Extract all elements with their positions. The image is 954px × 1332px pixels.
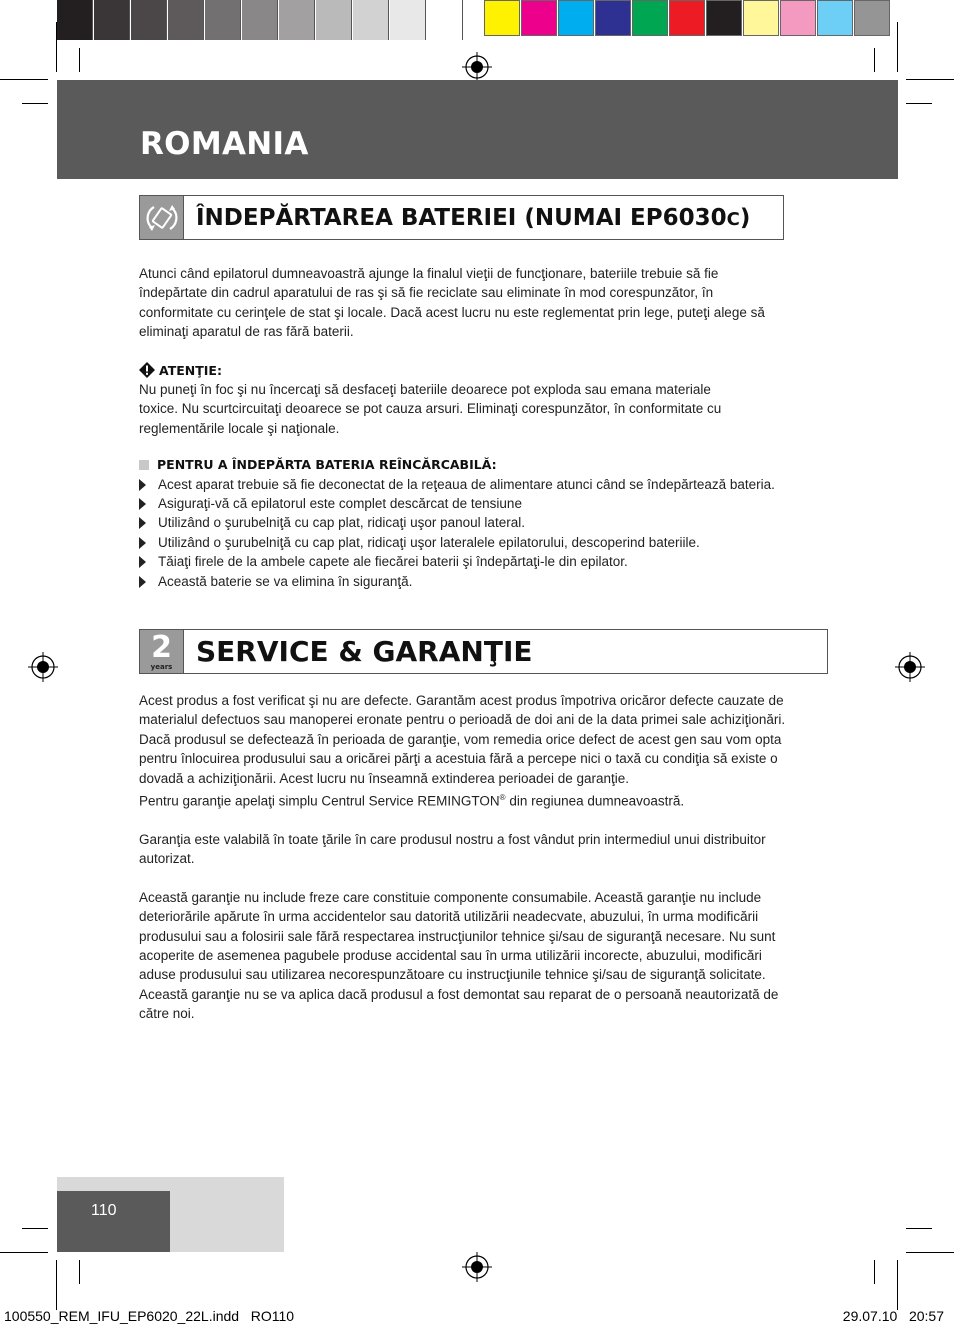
warranty-paragraph-3: [139, 888, 849, 1024]
color-swatch: [854, 0, 890, 36]
crop-mark: [897, 1260, 898, 1310]
text-line: reglementările locale şi naţionale.: [139, 420, 340, 436]
triangle-bullet-icon: [139, 498, 146, 510]
crop-mark: [874, 1260, 875, 1284]
color-swatch: [558, 0, 594, 36]
registration-mark-icon: [462, 1252, 492, 1282]
list-item: [139, 475, 849, 494]
list-item: [139, 513, 849, 532]
square-bullet-icon: [139, 460, 149, 470]
crop-mark: [56, 1260, 57, 1310]
color-swatch: [521, 0, 557, 36]
text-line: către noi.: [139, 1006, 195, 1022]
gray-swatch: [242, 0, 278, 40]
text-line: pentru înlocuirea produsului sau a oricărei părţi a acestuia fără a percepe nici o taxă cu condiţia să existe o: [139, 751, 778, 767]
section-header-battery-removal: [139, 195, 784, 240]
text-line: Această garanţie nu se va aplica dacă produsul a fost demontat sau reparat de o persoană neautorizată de: [139, 986, 779, 1002]
caution-heading: [139, 361, 849, 380]
warranty-paragraph-2: [139, 830, 849, 869]
color-swatch: [484, 0, 520, 36]
section-title-main: ÎNDEPĂRTAREA BATERIEI (NUMAI EP6030: [196, 204, 727, 231]
crop-mark: [22, 1228, 48, 1229]
list-item: [139, 572, 849, 591]
text-line: produsului sau a folosirii sale fără respectarea instrucţiunilor tehnice şi/sau de siguranţă necesare. Nu sunt: [139, 928, 776, 944]
list-item: [139, 494, 849, 513]
crop-mark: [906, 79, 954, 80]
caution-title: ATENŢIE:: [159, 362, 222, 378]
crop-mark: [0, 1252, 48, 1253]
list-item: [139, 552, 849, 571]
text-line: materialul defectuos sau manoperei eronate pentru o perioadă de doi ani de la data primei sale achiziţionări.: [139, 712, 786, 728]
registration-mark-icon: [462, 52, 492, 82]
gray-swatch: [131, 0, 167, 40]
triangle-bullet-icon: [139, 576, 146, 588]
color-swatch: [595, 0, 631, 36]
section-title: SERVICE & GARANŢIE: [196, 635, 533, 668]
triangle-bullet-icon: [139, 479, 146, 491]
gray-swatch: [94, 0, 130, 40]
page-number-box: [57, 1191, 170, 1252]
step-text: Asiguraţi-vă că epilatorul este complet descărcat de tensiune: [158, 496, 522, 512]
crop-mark: [906, 1252, 954, 1253]
gray-swatch: [390, 0, 426, 40]
warning-diamond-icon: [139, 362, 155, 378]
color-swatch: [632, 0, 668, 36]
color-swatch: [706, 0, 742, 36]
intro-paragraph: [139, 264, 849, 342]
step-text: Această baterie se va elimina în siguranţă.: [158, 573, 413, 589]
color-swatch: [817, 0, 853, 36]
section-title-end: ): [739, 204, 751, 231]
crop-mark: [56, 22, 57, 72]
two-years-icon: [140, 630, 184, 673]
page-title: ROMANIA: [140, 126, 309, 162]
step-text: Tăiaţi firele de la ambele capete ale fiecărei baterii şi îndepărtaţi-le din epilator.: [158, 554, 628, 570]
gray-swatch: [57, 0, 93, 40]
crop-mark: [79, 48, 80, 72]
section-header-service-warranty: [139, 629, 828, 674]
gray-swatch: [316, 0, 352, 40]
crop-mark: [874, 48, 875, 72]
gray-swatch: [353, 0, 389, 40]
page-number-block: [57, 1177, 284, 1252]
crop-mark: [906, 103, 932, 104]
two-years-caption: years: [150, 662, 173, 671]
footer-date-slug: 29.07.10 20:57: [842, 1308, 944, 1324]
steps-list: [139, 475, 849, 591]
text-line: Această garanţie nu include freze care constituie componente consumabile. Această garanţie nu include: [139, 889, 762, 905]
color-swatch: [669, 0, 705, 36]
warranty-body: [139, 691, 849, 1024]
color-calibration-bar: [484, 0, 891, 40]
caution-paragraph: [139, 380, 849, 438]
section-title-suffix: C: [726, 208, 740, 230]
text-line: eliminaţi aparatul de ras fără baterii.: [139, 324, 354, 340]
warranty-contact-line: Pentru garanţie apelaţi simplu Centrul Service REMINGTON® din regiunea dumneavoastră.: [139, 793, 685, 809]
warranty-paragraph-1: [139, 691, 849, 788]
battery-removal-body: [139, 264, 849, 591]
registration-mark-icon: [895, 652, 925, 682]
sub-title: PENTRU A ÎNDEPĂRTA BATERIA REÎNCĂRCABILĂ:: [157, 457, 497, 473]
text-line: Dacă produsul se defectează în perioada de garanţie, vom remedia orice defect de acest gen sau vom opta: [139, 731, 782, 747]
gray-swatch: [427, 0, 463, 40]
text-line: deteriorările apărute în urma accidentelor sau datorită utilizării neadecvate, abuzului, în urma modificării: [139, 909, 759, 925]
battery-recycle-icon: [140, 196, 184, 239]
footer-file-slug: 100550_REM_IFU_EP6020_22L.indd RO110: [4, 1308, 295, 1324]
triangle-bullet-icon: [139, 556, 146, 568]
section-title: [196, 205, 750, 231]
text-line: aduse produsului sau utilizarea necorespunzătoare cu instrucţiunile tehnice şi/sau de siguranţă solicitate.: [139, 967, 766, 983]
text-line: acoperite de asemenea pagubele produse accidental sau în urma utilizării incorecte, abuzului, modificări: [139, 947, 762, 963]
text-line: conformitate cu cerinţele de stat şi locale. Dacă acest lucru nu este reglementat prin lege, puteţi alege să: [139, 304, 765, 320]
gray-swatch: [279, 0, 315, 40]
triangle-bullet-icon: [139, 517, 146, 529]
text-line: autorizat.: [139, 851, 195, 867]
gray-swatch: [168, 0, 204, 40]
page-number: 110: [91, 1202, 117, 1219]
color-swatch: [780, 0, 816, 36]
crop-mark: [906, 1228, 932, 1229]
sub-heading: [139, 455, 849, 474]
two-years-number: 2: [151, 629, 172, 665]
grayscale-calibration-bar: [57, 0, 464, 40]
text-line: toxice. Nu scurtcircuitaţi deoarece se pot cauza arsuri. Eliminaţi corespunzător, în conformitate cu: [139, 401, 722, 417]
gray-swatch: [205, 0, 241, 40]
crop-mark: [897, 22, 898, 72]
country-banner: [57, 80, 898, 179]
list-item: [139, 533, 849, 552]
text-line: dovadă a achiziţionării. Acest lucru nu înseamnă extinderea perioadei de garanţie.: [139, 770, 630, 786]
text-line: Nu puneţi în foc şi nu încercaţi să desfaceţi bateriile deoarece pot exploda sau emana materiale: [139, 382, 711, 398]
text-line: Atunci când epilatorul dumneavoastră ajunge la finalul vieţii de funcţionare, bateriile trebuie să fie: [139, 266, 719, 281]
crop-mark: [79, 1260, 80, 1284]
triangle-bullet-icon: [139, 537, 146, 549]
text-line: îndepărtate din cadrul aparatului de ras şi să fie reciclate sau eliminate în mod corespunzător, în: [139, 285, 714, 301]
step-text: Acest aparat trebuie să fie deconectat de la reţeaua de alimentare atunci când se îndepărtează bateria.: [158, 476, 775, 492]
step-text: Utilizând o şurubelniţă cu cap plat, ridicaţi uşor panoul lateral.: [158, 515, 525, 531]
color-swatch: [743, 0, 779, 36]
text-line: Garanţia este valabilă în toate ţările în care produsul nostru a fost vândut prin intermediul unui distribuitor: [139, 831, 766, 847]
text-line: Acest produs a fost verificat şi nu are defecte. Garantăm acest produs împotriva oricăror defecte cauzate de: [139, 693, 784, 708]
step-text: Utilizând o şurubelniţă cu cap plat, ridicaţi uşor lateralele epilatorului, descoperind bateriile.: [158, 534, 700, 550]
registration-mark-icon: [28, 652, 58, 682]
crop-mark: [22, 103, 48, 104]
crop-mark: [0, 79, 48, 80]
